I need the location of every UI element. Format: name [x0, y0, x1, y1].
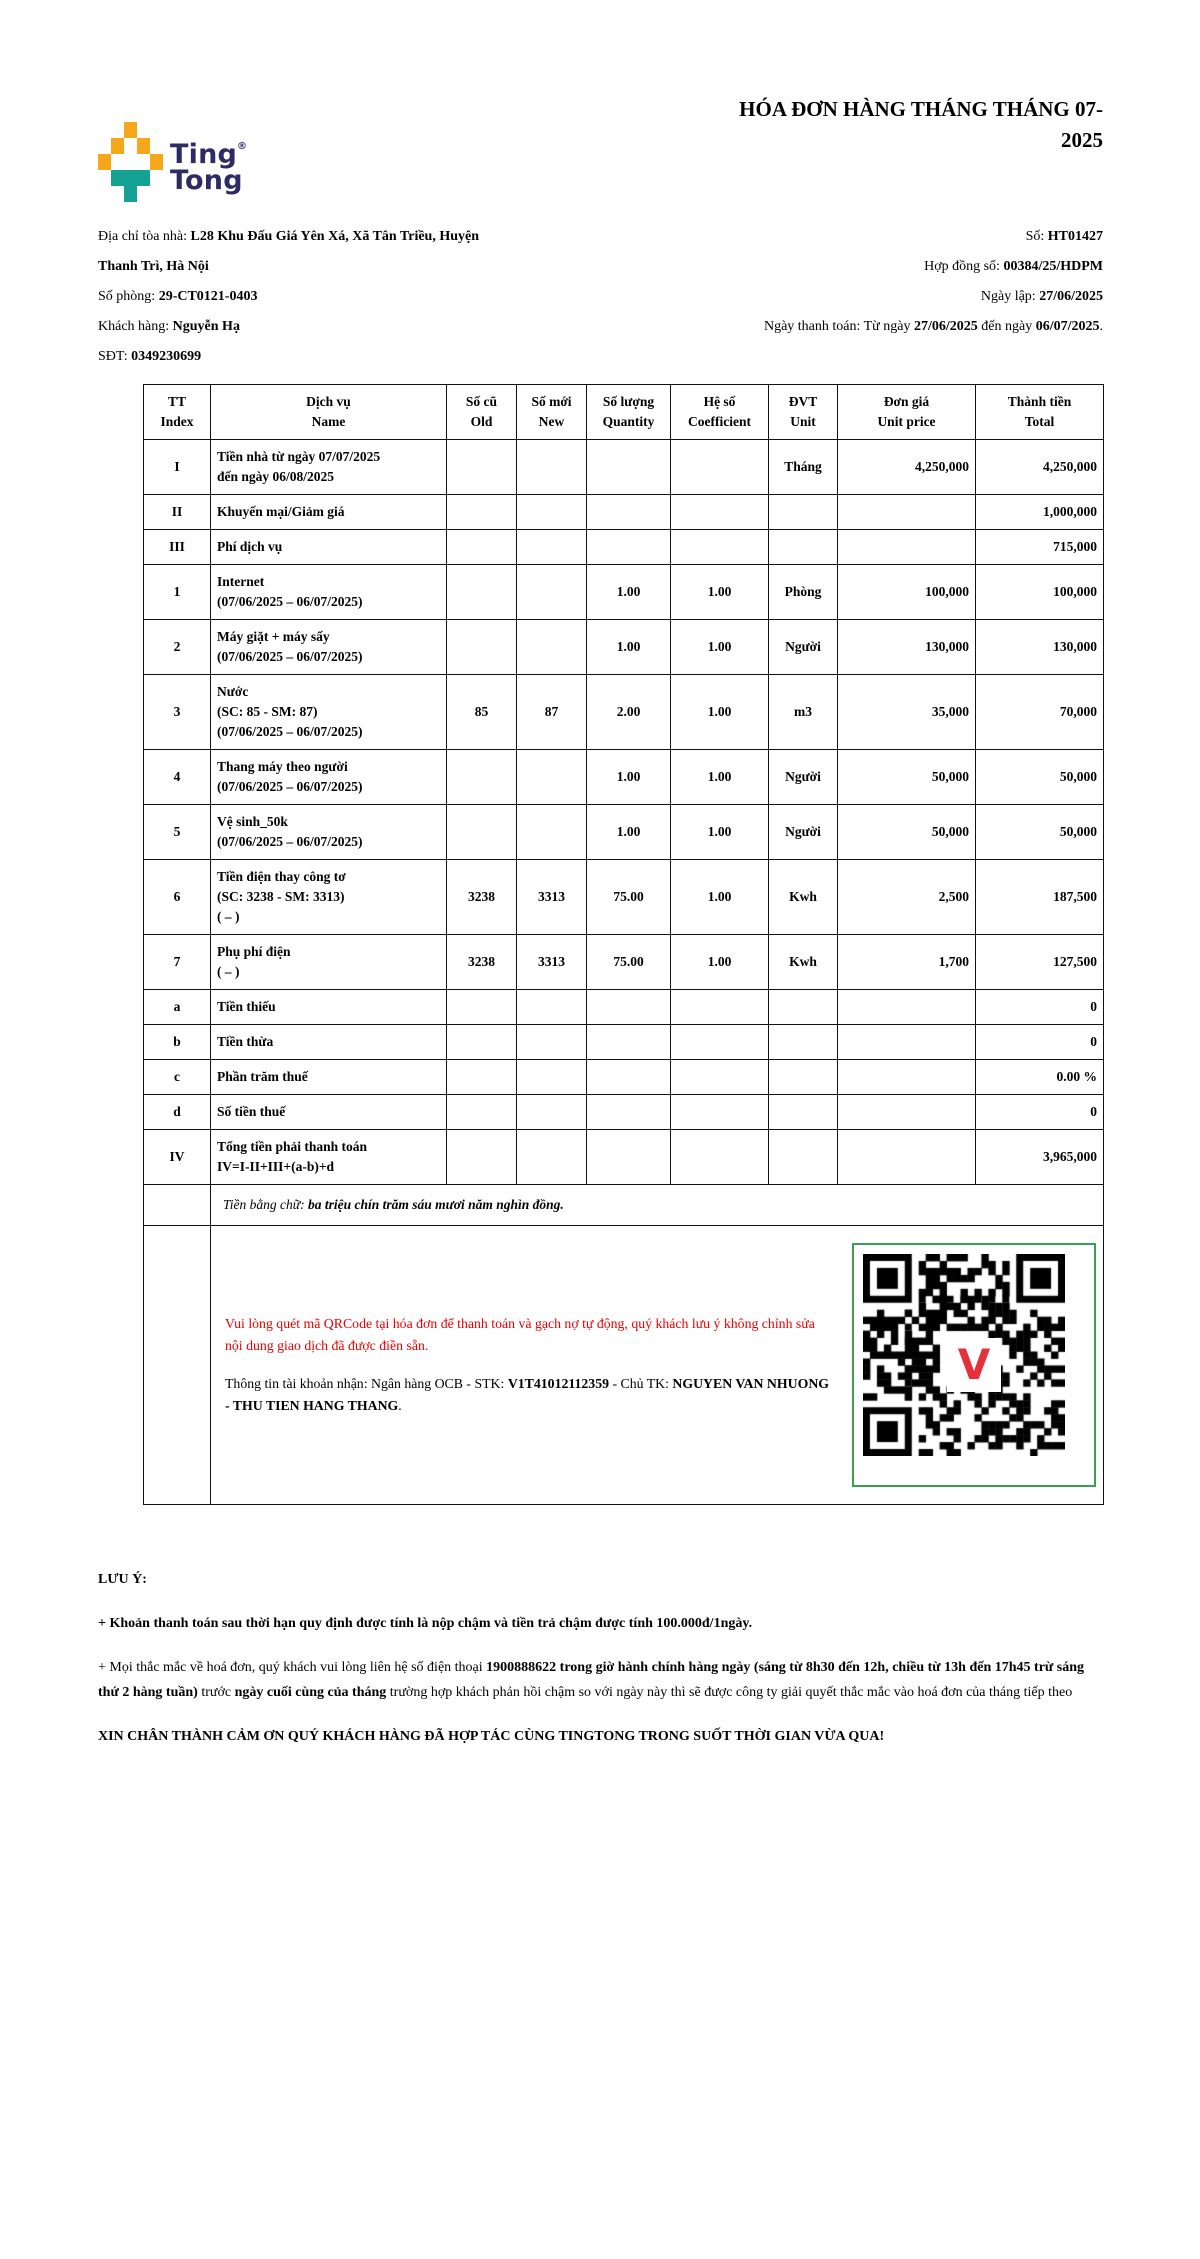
qr-row [144, 1226, 1104, 1505]
cell-old [447, 805, 517, 860]
cell-unit: Phòng [769, 565, 838, 620]
cell-unit [769, 1060, 838, 1095]
cell-coef [671, 530, 769, 565]
cell-unit: Tháng [769, 440, 838, 495]
cell-new: 3313 [517, 860, 587, 935]
cell-old [447, 620, 517, 675]
cell-total: 127,500 [976, 935, 1104, 990]
logo-word-tong: Tong [170, 165, 243, 196]
cell-name: Phụ phí điện ( – ) [211, 935, 447, 990]
table-row [144, 860, 1104, 935]
table-row [144, 1095, 1104, 1130]
cell-index: 5 [144, 805, 211, 860]
cell-price [838, 990, 976, 1025]
cell-price [838, 1095, 976, 1130]
column-header: Số lượng Quantity [587, 385, 671, 440]
cell-qty [587, 1025, 671, 1060]
cell-name: Tiền thiếu [211, 990, 447, 1025]
cell-unit [769, 530, 838, 565]
cell-total: 0 [976, 1025, 1104, 1060]
customer-info [98, 222, 661, 372]
cell-qty: 1.00 [587, 565, 671, 620]
table-row [144, 495, 1104, 530]
cell-new [517, 1130, 587, 1185]
info-line: Khách hàng: Nguyễn Hạ [98, 319, 240, 334]
table-row [144, 1025, 1104, 1060]
invoice-info [98, 222, 1103, 372]
amount-words-value: ba triệu chín trăm sáu mươi năm nghìn đồng. [307, 1197, 564, 1212]
table-row [144, 565, 1104, 620]
cell-total: 1,000,000 [976, 495, 1104, 530]
cell-coef [671, 1130, 769, 1185]
cell-qty [587, 1130, 671, 1185]
table-row [144, 990, 1104, 1025]
note-contact: + Mọi thắc mắc về hoá đơn, quý khách vui lòng liên hệ số điện thoại 1900888622 trong giờ hành chính hàng ngày (sáng từ 8h30 đến 12h, chiều từ 13h đến 17h45 trừ sáng thứ 2 hàng tuần) trước ngày cuối cùng của tháng trường hợp khách phản hồi chậm so với ngày này thì sẽ được công ty giải quyết thắc mắc vào hoá đơn của tháng tiếp theo [98, 1660, 1085, 1700]
cell-coef [671, 1095, 769, 1130]
table-row [144, 750, 1104, 805]
cell-name: Tiền điện thay công tơ (SC: 3238 - SM: 3313) ( – ) [211, 860, 447, 935]
info-line: Ngày lập: 27/06/2025 [980, 289, 1103, 304]
cell-old [447, 565, 517, 620]
column-header: Số mới New [517, 385, 587, 440]
cell-index: I [144, 440, 211, 495]
cell-unit [769, 1095, 838, 1130]
column-header: Hệ số Coefficient [671, 385, 769, 440]
table-row [144, 675, 1104, 750]
cell-new: 3313 [517, 935, 587, 990]
cell-coef: 1.00 [671, 860, 769, 935]
cell-new [517, 1095, 587, 1130]
cell-old [447, 750, 517, 805]
cell-index: 7 [144, 935, 211, 990]
cell-price [838, 1130, 976, 1185]
header [98, 0, 1103, 202]
amount-words-row [144, 1185, 1104, 1226]
cell-total: 0 [976, 990, 1104, 1025]
info-line: Thanh Trì, Hà Nội [98, 259, 209, 274]
cell-index [144, 1226, 211, 1505]
amount-in-words [211, 1185, 1104, 1226]
cell-qty [587, 1095, 671, 1130]
cell-new [517, 530, 587, 565]
qr-logo-letter: V [957, 1340, 991, 1389]
notes-heading: LƯU Ý: [98, 1572, 147, 1587]
cell-index: IV [144, 1130, 211, 1185]
cell-new [517, 990, 587, 1025]
cell-total: 50,000 [976, 805, 1104, 860]
cell-old [447, 440, 517, 495]
cell-qty: 1.00 [587, 750, 671, 805]
cell-price: 100,000 [838, 565, 976, 620]
cell-total: 0.00 % [976, 1060, 1104, 1095]
note-late-payment: + Khoản thanh toán sau thời hạn quy định được tính là nộp chậm và tiền trả chậm được tính 100.000đ/1ngày. [98, 1616, 753, 1631]
cell-total: 715,000 [976, 530, 1104, 565]
cell-name: Thang máy theo người (07/06/2025 – 06/07/2025) [211, 750, 447, 805]
cell-old [447, 1130, 517, 1185]
cell-total: 3,965,000 [976, 1130, 1104, 1185]
cell-qty: 1.00 [587, 805, 671, 860]
cell-unit: Người [769, 805, 838, 860]
cell-unit: Người [769, 750, 838, 805]
cell-new [517, 565, 587, 620]
qr-code [852, 1243, 1096, 1487]
cell-total: 50,000 [976, 750, 1104, 805]
cell-old [447, 990, 517, 1025]
cell-index: 4 [144, 750, 211, 805]
cell-name: Khuyến mại/Giảm giá [211, 495, 447, 530]
column-header: ĐVT Unit [769, 385, 838, 440]
cell-index [144, 1185, 211, 1226]
table-row [144, 620, 1104, 675]
cell-total: 130,000 [976, 620, 1104, 675]
page-title: HÓA ĐƠN HÀNG THÁNG THÁNG 07-2025 [739, 97, 1103, 152]
cell-new [517, 1025, 587, 1060]
cell-name: Vệ sinh_50k (07/06/2025 – 06/07/2025) [211, 805, 447, 860]
column-header: TT Index [144, 385, 211, 440]
cell-old [447, 1060, 517, 1095]
qr-payment-cell [211, 1226, 1104, 1505]
cell-index: 1 [144, 565, 211, 620]
account-info: Thông tin tài khoản nhận: Ngân hàng OCB - STK: V1T41012112359 - Chủ TK: NGUYEN VAN NHUONG - THU TIEN HANG THANG. [225, 1376, 830, 1413]
column-header: Dịch vụ Name [211, 385, 447, 440]
cell-coef: 1.00 [671, 620, 769, 675]
cell-new [517, 805, 587, 860]
cell-qty [587, 530, 671, 565]
cell-index: d [144, 1095, 211, 1130]
cell-unit: m3 [769, 675, 838, 750]
cell-price: 35,000 [838, 675, 976, 750]
table-row [144, 805, 1104, 860]
cell-old: 3238 [447, 860, 517, 935]
table-row [144, 1130, 1104, 1185]
tingtong-logo-text [170, 134, 247, 194]
info-line: Số: HT01427 [1025, 229, 1103, 244]
cell-coef [671, 990, 769, 1025]
cell-old: 3238 [447, 935, 517, 990]
cell-old [447, 495, 517, 530]
cell-qty [587, 495, 671, 530]
cell-total: 4,250,000 [976, 440, 1104, 495]
cell-qty: 1.00 [587, 620, 671, 675]
cell-price: 1,700 [838, 935, 976, 990]
cell-coef [671, 1060, 769, 1095]
cell-price: 50,000 [838, 750, 976, 805]
qr-center-logo [947, 1338, 1001, 1392]
cell-unit: Người [769, 620, 838, 675]
amount-words-label: Tiền bằng chữ: [223, 1197, 308, 1212]
info-line: Số phòng: 29-CT0121-0403 [98, 289, 258, 304]
cell-coef [671, 495, 769, 530]
cell-total: 0 [976, 1095, 1104, 1130]
cell-index: b [144, 1025, 211, 1060]
cell-unit [769, 1130, 838, 1185]
info-line: Ngày thanh toán: Từ ngày 27/06/2025 đến ngày 06/07/2025. [763, 319, 1103, 334]
cell-new [517, 620, 587, 675]
cell-coef: 1.00 [671, 750, 769, 805]
cell-coef [671, 440, 769, 495]
cell-total: 100,000 [976, 565, 1104, 620]
cell-total: 187,500 [976, 860, 1104, 935]
tingtong-logo [98, 122, 247, 202]
cell-old [447, 1025, 517, 1060]
info-line: SĐT: 0349230699 [98, 349, 202, 364]
table-row [144, 1060, 1104, 1095]
cell-index: II [144, 495, 211, 530]
column-header: Số cũ Old [447, 385, 517, 440]
cell-unit: Kwh [769, 935, 838, 990]
cell-qty [587, 1060, 671, 1095]
cell-coef: 1.00 [671, 805, 769, 860]
cell-name: Phần trăm thuế [211, 1060, 447, 1095]
cell-name: Internet (07/06/2025 – 06/07/2025) [211, 565, 447, 620]
cell-qty: 75.00 [587, 860, 671, 935]
cell-coef: 1.00 [671, 935, 769, 990]
cell-qty: 2.00 [587, 675, 671, 750]
registered-mark: ® [237, 141, 248, 152]
invoice-table [143, 384, 1104, 1505]
cell-price: 2,500 [838, 860, 976, 935]
cell-qty [587, 440, 671, 495]
invoice-meta [661, 222, 1103, 372]
cell-new [517, 750, 587, 805]
cell-price [838, 1025, 976, 1060]
cell-new [517, 495, 587, 530]
column-header: Thành tiền Total [976, 385, 1104, 440]
logo-word-ting: Ting [170, 139, 238, 170]
cell-index: III [144, 530, 211, 565]
payment-instructions [211, 1303, 852, 1427]
cell-name: Tổng tiền phải thanh toán IV=I-II+III+(a-b)+d [211, 1130, 447, 1185]
table-row [144, 935, 1104, 990]
tingtong-logo-icon [98, 122, 163, 202]
cell-name: Tiền nhà từ ngày 07/07/2025 đến ngày 06/08/2025 [211, 440, 447, 495]
table-row [144, 440, 1104, 495]
cell-unit [769, 990, 838, 1025]
cell-unit: Kwh [769, 860, 838, 935]
cell-index: 6 [144, 860, 211, 935]
cell-price: 50,000 [838, 805, 976, 860]
cell-coef [671, 1025, 769, 1060]
cell-name: Tiền thừa [211, 1025, 447, 1060]
cell-price: 130,000 [838, 620, 976, 675]
cell-price [838, 495, 976, 530]
column-header: Đơn giá Unit price [838, 385, 976, 440]
cell-total: 70,000 [976, 675, 1104, 750]
cell-name: Số tiền thuế [211, 1095, 447, 1130]
cell-qty: 75.00 [587, 935, 671, 990]
cell-index: a [144, 990, 211, 1025]
cell-coef: 1.00 [671, 675, 769, 750]
info-line: Địa chỉ tòa nhà: L28 Khu Đấu Giá Yên Xá, Xã Tân Triều, Huyện [98, 229, 480, 244]
invoice-tbody [144, 440, 1104, 1505]
qr-warning-note: Vui lòng quét mã QRCode tại hóa đơn để thanh toán và gạch nợ tự động, quý khách lưu ý không chỉnh sửa nội dung giao dịch đã được điền sẵn. [225, 1316, 815, 1353]
cell-price [838, 530, 976, 565]
cell-unit [769, 1025, 838, 1060]
table-header-row [144, 385, 1104, 440]
cell-name: Phí dịch vụ [211, 530, 447, 565]
cell-new: 87 [517, 675, 587, 750]
cell-qty [587, 990, 671, 1025]
cell-name: Máy giặt + máy sấy (07/06/2025 – 06/07/2025) [211, 620, 447, 675]
cell-name: Nước (SC: 85 - SM: 87) (07/06/2025 – 06/07/2025) [211, 675, 447, 750]
cell-price: 4,250,000 [838, 440, 976, 495]
table-row [144, 530, 1104, 565]
cell-coef: 1.00 [671, 565, 769, 620]
footer-notes [98, 1567, 1103, 1749]
cell-new [517, 1060, 587, 1095]
cell-unit [769, 495, 838, 530]
cell-old [447, 1095, 517, 1130]
cell-index: 3 [144, 675, 211, 750]
cell-index: c [144, 1060, 211, 1095]
cell-old [447, 530, 517, 565]
cell-price [838, 1060, 976, 1095]
cell-new [517, 440, 587, 495]
thanks-message: XIN CHÂN THÀNH CẢM ƠN QUÝ KHÁCH HÀNG ĐÃ HỢP TÁC CÙNG TINGTONG TRONG SUỐT THỜI GIAN VỪA QUA! [98, 1729, 885, 1744]
cell-index: 2 [144, 620, 211, 675]
info-line: Hợp đồng số: 00384/25/HDPM [924, 259, 1103, 274]
cell-old: 85 [447, 675, 517, 750]
